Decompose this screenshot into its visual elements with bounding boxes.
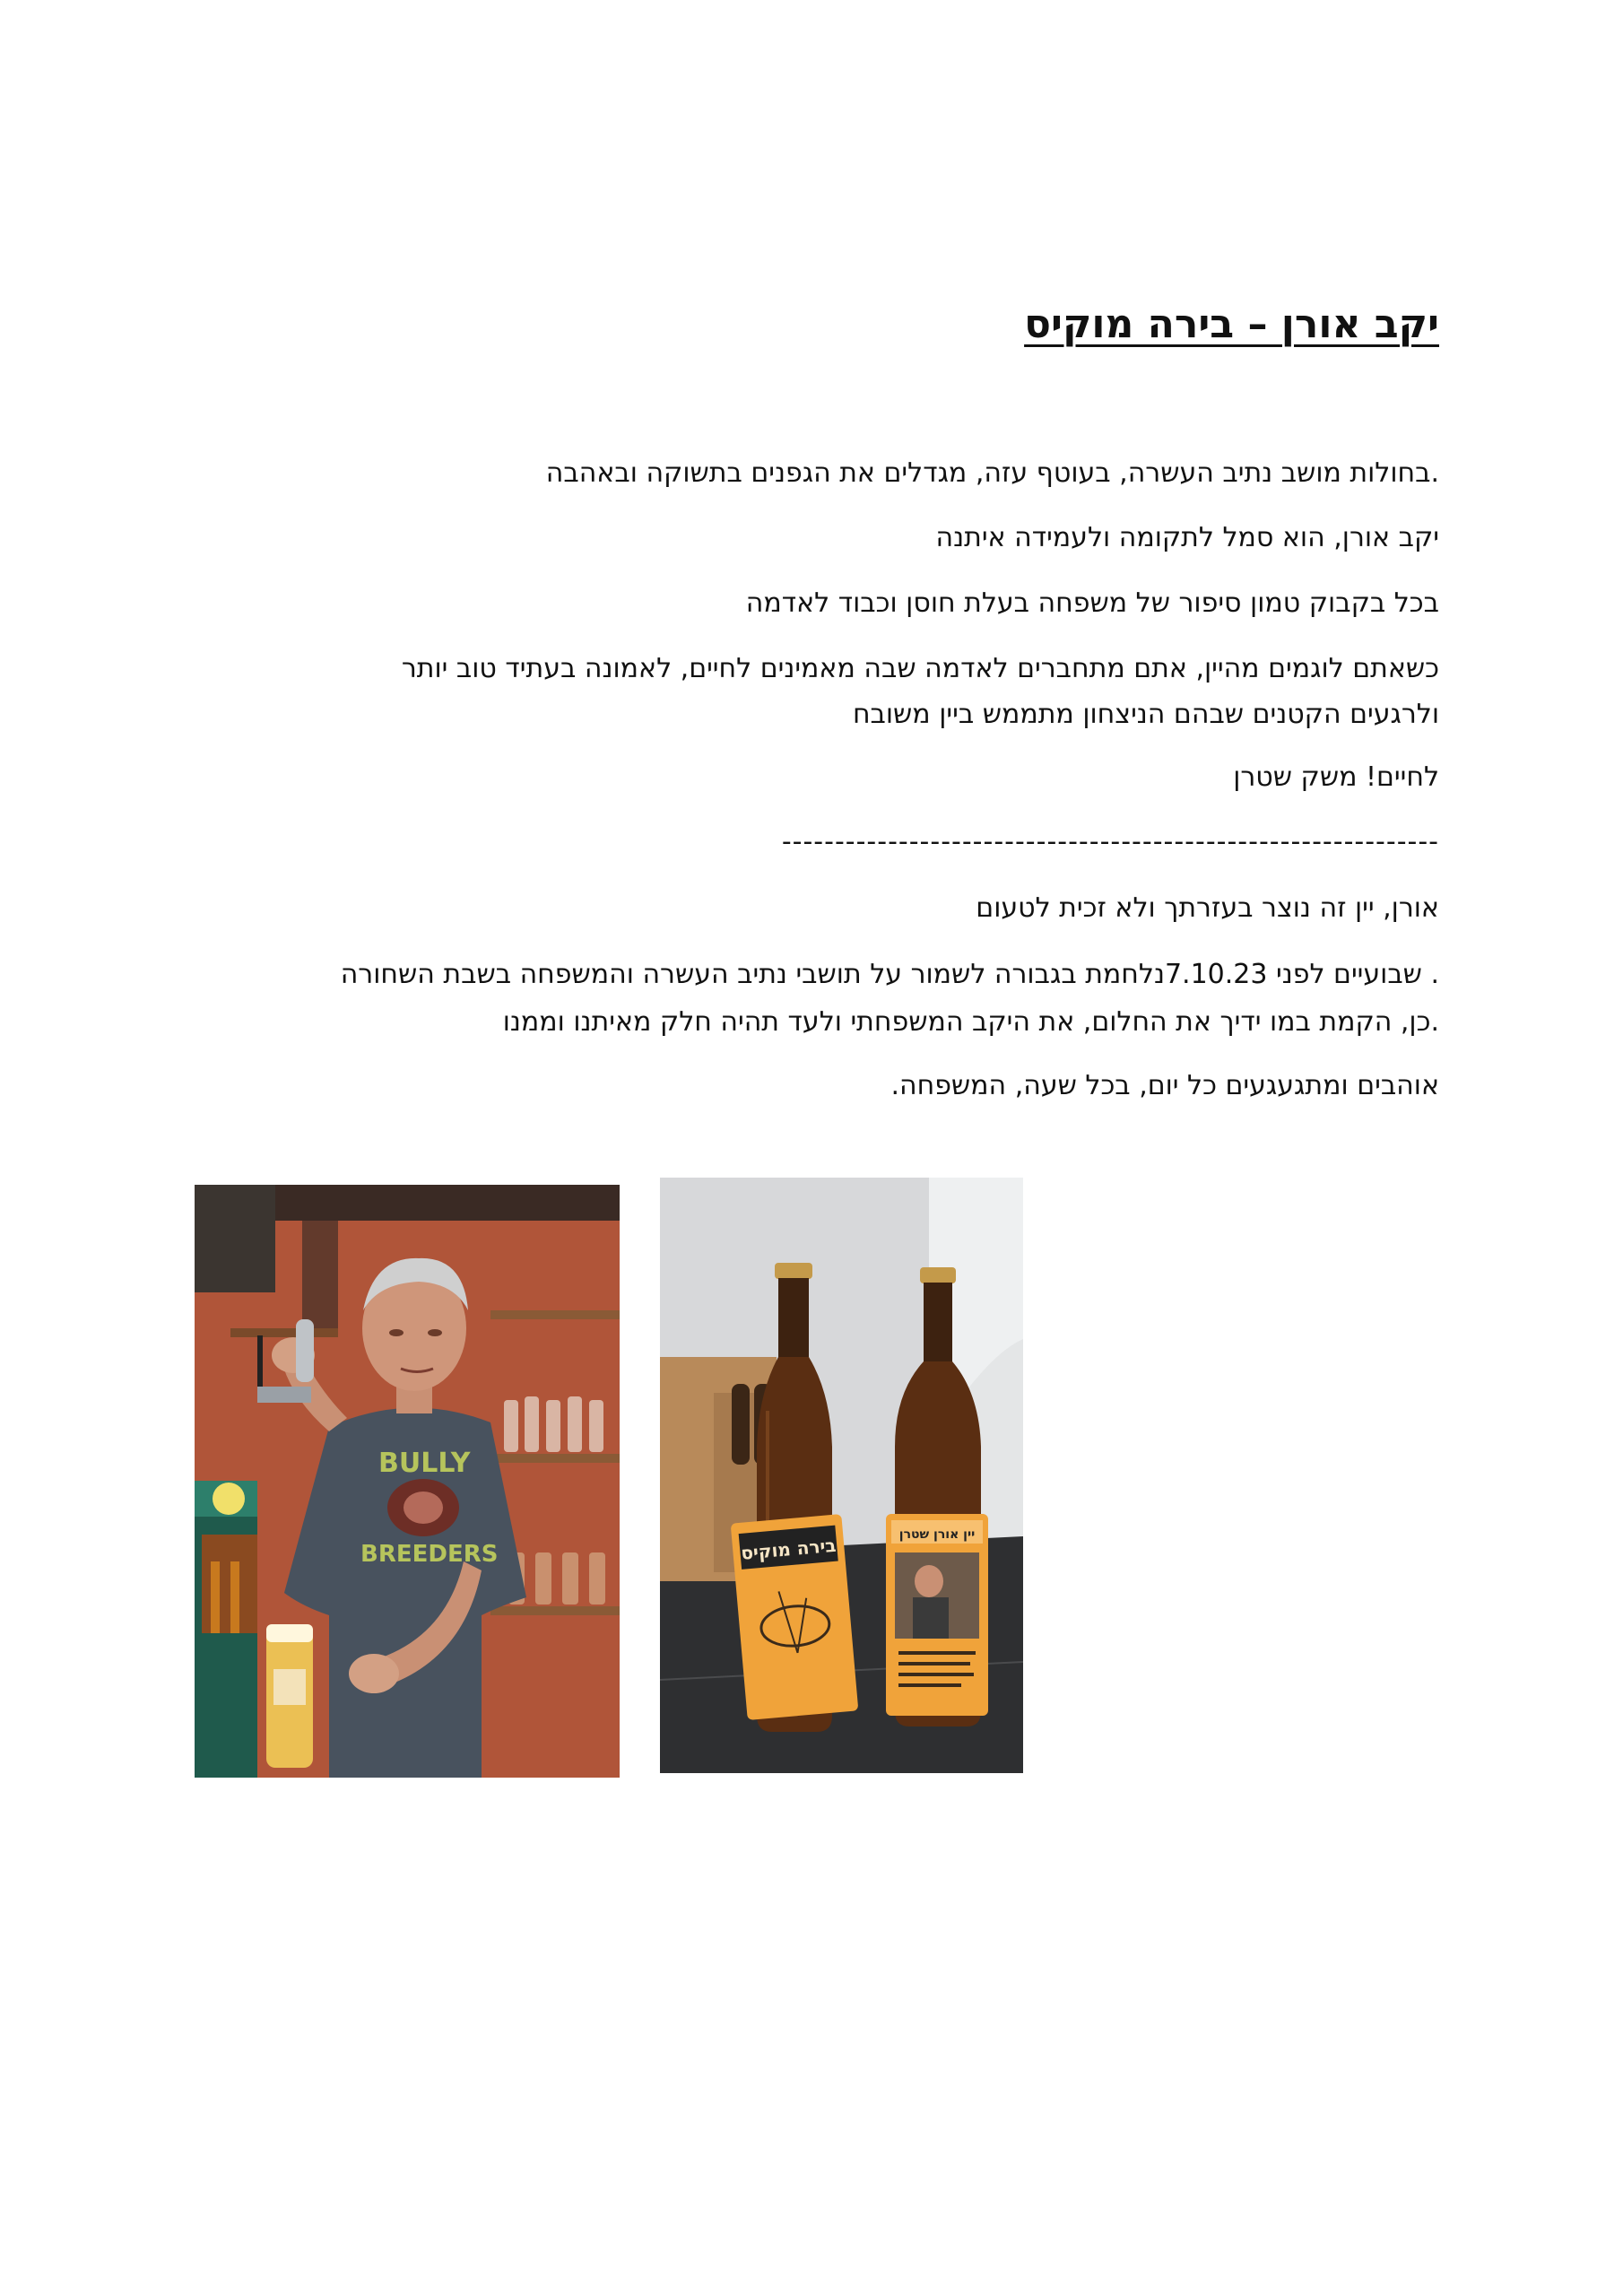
photo-man-at-beer-tap bbox=[195, 1185, 620, 1778]
paragraph-3: בכל בקבוק טמון סיפור של משפחה בעלת חוסן וכבוד לאדמה bbox=[745, 587, 1439, 619]
photo-beer-bottles bbox=[660, 1178, 1023, 1773]
shirt-text-bottom: BREEDERS bbox=[360, 1541, 499, 1568]
paragraph-4-line-2: ולרגעים הקטנים שבהם הניצחון מתממש ביין משובח bbox=[852, 699, 1439, 730]
paragraph-5: אורן, יין זה נוצר בעזרתך ולא זכית לטעום bbox=[976, 892, 1439, 924]
paragraph-4-line-1: כשאתם לוגמים מהיין, אתם מתחברים לאדמה שבה מאמינים לחיים, לאמונה בעתיד טוב יותר bbox=[401, 653, 1439, 684]
paragraph-7: אוהבים ומתגעגעים כל יום, בכל שעה, המשפחה. bbox=[890, 1070, 1439, 1101]
shirt-text-top: BULLY bbox=[378, 1448, 471, 1479]
signature-line: לחיים! משק שטרן bbox=[1233, 761, 1439, 793]
document-title: יקב אורן – בירה מוקיס bbox=[1024, 301, 1439, 347]
paragraph-1: .בחולות מושב נתיב העשרה, בעוטף עזה, מגדלים את הגפנים בתשוקה ובאהבה bbox=[545, 457, 1439, 489]
paragraph-2: יקב אורן, הוא סמל לתקומה ולעמידה איתנה bbox=[935, 522, 1439, 553]
paragraph-6-line-2: .כן, הקמת במו ידיך את החלום, את היקב המשפחתי ולעד תהיה חלק מאיתנו וממנו bbox=[502, 1006, 1439, 1038]
right-bottle-label: יין אורן שטרן bbox=[898, 1527, 976, 1542]
separator-line: -------------------------------------------------------------- bbox=[781, 826, 1439, 857]
paragraph-6-line-1: . שבועיים לפני 7.10.23נלחמת בגבורה לשמור על תושבי נתיב העשרה והמשפחה בשבת השחורה bbox=[340, 959, 1439, 990]
left-bottle-label: בירה מוקיס bbox=[740, 1534, 838, 1564]
